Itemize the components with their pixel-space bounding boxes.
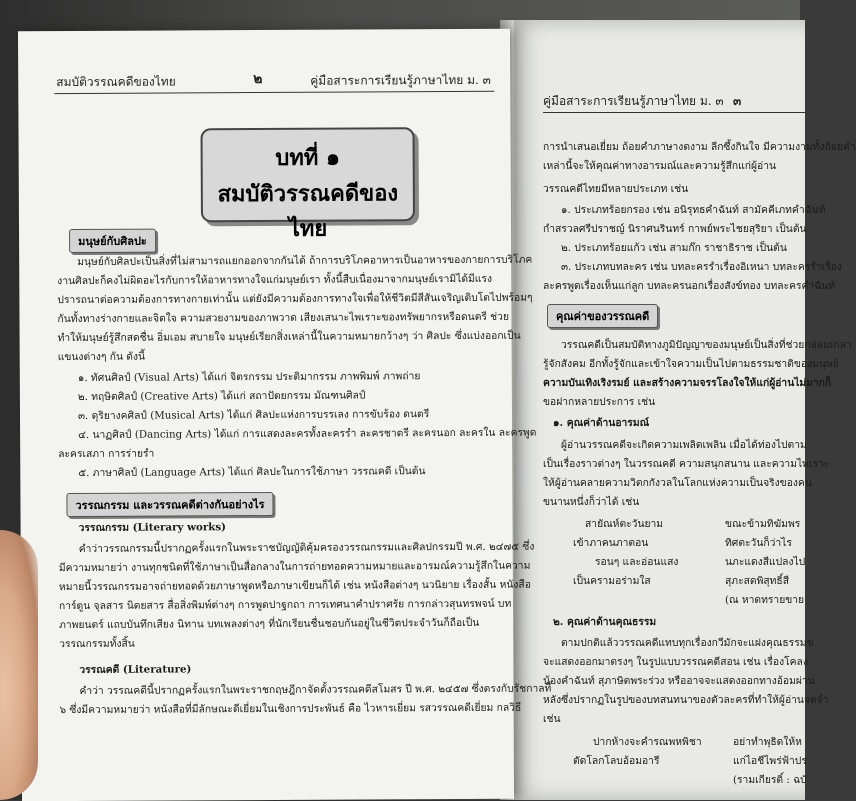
- paragraph-line: การ์ตูน จุลสาร นิตยสาร สื่อสิ่งพิมพ์ต่างๆ การพูดปาฐกถา การเทศนาคำปราศรัย การกล่าวสุนทรพจน์ บท: [58, 597, 512, 613]
- types-title: วรรณคดีไทยมีหลายประเภท เช่น: [543, 183, 689, 195]
- v1-title: ๑. คุณค่าด้านอารมณ์: [553, 417, 650, 429]
- v2-line: หลังซึ่งปรากฏในรูปของบทสนทนาของตัวละครที่ทำให้ผู้อ่านจดจำ: [543, 694, 829, 706]
- v1-line: ขนานหนึ่งก็ว่าได้ เช่น: [543, 496, 640, 508]
- poem-source: (ณ หาดทรายขาย: [725, 594, 805, 606]
- poem-line: เป็นครามอร่ามใส: [573, 575, 651, 587]
- types-item: ๑. ประเภทร้อยกรอง เช่น อนิรุทธคำฉันท์ สามัคคีเภทคำฉันท์: [561, 204, 826, 216]
- poem-line: สายัณห์ตะวันยาม: [585, 518, 664, 530]
- paragraph-line: หมายนี้วรรณกรรมอาจถ่ายทอดด้วยภาษาพูดหรือภาษาเขียนก็ได้ เช่น หนังสือต่างๆ นวนิยาย เรื่องสั้น หนังสือ: [58, 578, 531, 594]
- section-title: วรรณกรรม และวรรณคดีต่างกันอย่างไร: [66, 492, 273, 517]
- poem-line: นภะแดงสีแปลงไป: [725, 556, 806, 568]
- v2-title: ๒. คุณค่าด้านคุณธรรม: [553, 616, 657, 628]
- poem-line: เข้าภาคนภาตอน: [573, 537, 649, 549]
- value-line: รู้จักสังคม อีกทั้งรู้จักและเข้าใจความเป็นไปตามธรรมชาติของมนุษย์: [543, 358, 839, 370]
- arts-list-item: ๕. ภาษาศิลป์ (Language Arts) ได้แก่ ศิลปะในการใช้ภาษา วรรณคดี เป็นต้น: [78, 465, 426, 479]
- right-intro-line: เหล่านี้จะให้คุณค่าทางอารมณ์และความรู้สึกแก่ผู้อ่าน: [543, 160, 777, 172]
- subsection-title: วรรณคดี (Literature): [79, 663, 192, 676]
- paragraph-line: มีความหมายว่า งานทุกชนิดที่ใช้ภาษาเป็นสื่อกลางในการถ่ายทอดความหมายและอารมณ์ความรู้สึกในความ: [58, 559, 531, 575]
- poem-line: รอนๆ และอ่อนแสง: [595, 556, 679, 568]
- value-line: ความบันเทิงเริงรมย์ และสร้างความจรรโลงใจให้แก่ผู้อ่านไม่มากก็: [543, 377, 832, 389]
- poem-line: ทิศตะวันก็ว่าไร: [725, 537, 792, 549]
- paragraph-line: คำว่า วรรณคดีนี้ปรากฏครั้งแรกในพระราชกฤษฎีกาจัดตั้งวรรณคดีสโมสร ปี พ.ศ. ๒๔๕๗ ซึ่งตรงกับรัชกาลที่: [79, 682, 552, 697]
- left-header-book: คู่มือสาระการเรียนรู้ภาษาไทย ม. ๓: [310, 72, 491, 88]
- paragraph-line: ๖ ซึ่งมีความหมายว่า หนังสือที่มีลักษณะดีเยี่ยมในเชิงการประพันธ์ คือ ไวหารเยี่ยม รสวรรณคดีเยี่ยม กลวิธี: [59, 701, 522, 717]
- v1-line: ให้ผู้อ่านคลายความวิตกกังวลในโลกแห่งความเป็นจริงของคน: [543, 477, 812, 489]
- v2-line: ตามปกติแล้ววรรณคดีแทบทุกเรื่องกวีมักจะแฝงคุณธรรมข: [561, 637, 814, 649]
- right-intro-line: การนำเสนอเยี่ยม ถ้อยคำภาษางดงาม ลีกซึ้งกินใจ มีความงามทั้งถ้อยคำ: [543, 141, 856, 153]
- arts-list-item: ๒. ทฤษิตศิลป์ (Creative Arts) ได้แก่ สถาปัตยกรรม มัณฑนศิลป์: [77, 389, 366, 403]
- left-page: [18, 29, 552, 801]
- v2-line: น้องคำฉันท์ สุภาษิตพระร่วง หรืออาจจะแสดงออกทางอ้อมผ่าน: [543, 675, 815, 687]
- poem-line: ปากห้างจะคำรณพหพิชา: [593, 736, 702, 748]
- types-item: ๒. ประเภทร้อยแก้ว เช่น สามก๊ก ราชาธิราช เป็นต้น: [561, 242, 787, 254]
- v1-line: ผู้อ่านวรรณคดีจะเกิดความเพลิดเพลิน เมื่อได้ท่องไปตาม: [561, 439, 807, 451]
- chapter-number: บทที่ ๑: [275, 144, 341, 171]
- paragraph-line: วรรณกรรมทั้งสิ้น: [59, 637, 135, 651]
- left-header-title: สมบัติวรรณคดีของไทย: [56, 74, 176, 90]
- subsection-title: วรรณกรรม (Literary works): [78, 521, 227, 534]
- poem-line: ตัดโลกโลบอ้อมอารี: [573, 755, 660, 767]
- poem-line: แก่ไอชีไพร่ฟ้าปร: [733, 755, 807, 767]
- paragraph-line: ปรารถนาต่อความต้องการทางกายเท่านั้น แต่ยังมีความต้องการทางใจเพื่อให้ชีวิตมีสีสันเจริญเติบโตไปพร้อมๆ: [57, 291, 533, 307]
- right-header-rule: [543, 112, 805, 113]
- value-line: วรรณคดีเป็นสมบัติทางภูมิปัญญาของมนุษย์เป็นสิ่งที่ช่วยกล่อมเกลา: [561, 339, 852, 351]
- paragraph-line: งานศิลปะก็คงไม่ผิดอะไรกับการให้อาหารทางใจแก่มนุษย์เรา ทั้งนี้สืบเนื่องมาจากมนุษย์เรามิได้มีแรง: [57, 272, 493, 288]
- v2-line: เช่น: [543, 713, 561, 725]
- chapter-title: สมบัติวรรณคดีของไทย: [217, 180, 399, 242]
- arts-list-item: ๑. ทัศนศิลป์ (Visual Arts) ได้แก่ จิตรกรรม ประติมากรรม ภาพพิมพ์ ภาพถ่าย: [77, 370, 421, 384]
- thumb: [0, 530, 38, 800]
- arts-list-item: ๔. นาฏศิลป์ (Dancing Arts) ได้แก่ การแสดงละครทั้งละครรำ ละครชาตรี ละครนอก ละครใน ละครพูด: [78, 426, 537, 441]
- types-item: กำสรวลศรีปราชญ์ นิราศนรินทร์ กาพย์พระไชยสุริยา เป็นต้น: [543, 223, 807, 235]
- poem-source: (รามเกียรติ์ : ฉบั: [733, 774, 807, 786]
- right-section-title: คุณค่าของวรรณคดี: [547, 304, 658, 328]
- paragraph-line: กันทั้งทางร่างกายและจิตใจ ความสวยงามของภาพวาด เสียงเสนาะไพเราะของทรัพยากรหรือดนตรี ช่วย: [57, 310, 510, 326]
- section-title: มนุษย์กับศิลปะ: [69, 229, 156, 253]
- arts-list-item: ละครเสภา การร่ายรำ: [58, 447, 155, 461]
- paragraph-line: คำว่าวรรณกรรมนี้ปรากฏครั้งแรกในพระราชบัญญัติคุ้มครองวรรณกรรมและศิลปกรรมปี พ.ศ. ๒๔๗๕ ซึ่ง: [78, 540, 535, 555]
- v2-line: จะแสดงออกมาตรงๆ ในรูปแบบวรรณคดีสอน เช่น เรื่องโคลง: [543, 656, 808, 668]
- poem-line: อย่าทำพุธิดให้ห: [733, 736, 802, 748]
- poem-line: สุภะสดพิสุทธิ์สี: [725, 575, 790, 587]
- v1-line: เป็นเรื่องราวต่างๆ ในวรรณคดี ความสนุกสนาน และความไพเราะ: [543, 458, 830, 470]
- paragraph-line: มนุษย์กับศิลปะเป็นสิ่งที่ไม่สามารถแยกออกจากกันได้ ถ้าการบริโภคอาหารเป็นอาหารของกายการบริโภค: [77, 253, 533, 268]
- right-page-number: ๓: [733, 94, 742, 108]
- left-page-number: ๒: [253, 71, 263, 88]
- arts-list-item: ๓. ดุริยางคศิลป์ (Musical Arts) ได้แก่ ศิลปะแห่งการบรรเลง การขับร้อง ดนตรี: [77, 408, 430, 422]
- value-line: ขอฝากหลายประการ เช่น: [543, 396, 656, 408]
- paragraph-line: ทำให้มนุษย์รู้สึกสดชื่น อิ่มเอม สบายใจ มนุษย์เรียกสิ่งเหล่านี้ในความหมายกว้างๆ ว่า ศิลปะ ซึ่งแบ่งออกเป็น: [57, 329, 521, 345]
- paragraph-line: แขนงต่างๆ กัน ดังนี้: [57, 350, 146, 364]
- types-item: ๓. ประเภทบทละคร เช่น บทละครรำเรื่องอิเหนา บทละครรำเรื่อง: [561, 261, 842, 273]
- chapter-title-box: [200, 127, 414, 242]
- poem-line: ขณะข้ามทิฆัมพร: [725, 518, 801, 530]
- right-header: คู่มือสาระการเรียนรู้ภาษาไทย ม. ๓: [543, 94, 724, 108]
- paragraph-line: ภาพยนตร์ แถบบันทึกเสียง นิทาน บทเพลงต่างๆ ที่นักเรียนชื่นชอบกันอยู่ในชีวิตประจำวันก็ถือเป็น: [59, 616, 480, 632]
- types-item: ละครพูดเรื่องเห็นแก่ลูก บทละครนอกเรื่องสังข์ทอง บทละครคำฉันท์: [543, 280, 836, 292]
